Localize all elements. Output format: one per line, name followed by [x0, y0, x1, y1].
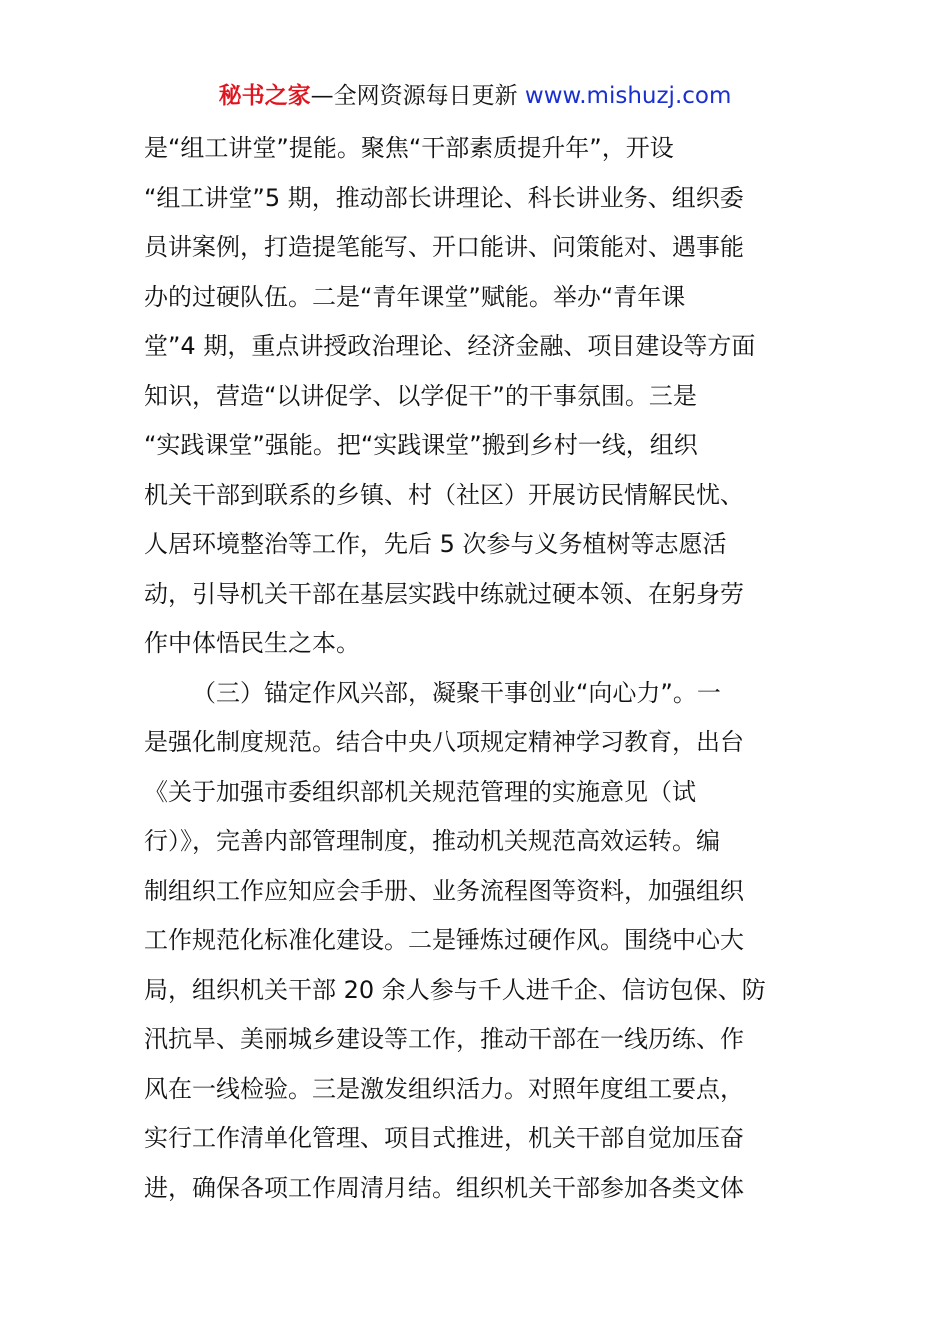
text-line: 堂”4 期，重点讲授政治理论、经济金融、项目建设等方面	[144, 332, 756, 360]
text-line: 是“组工讲堂”提能。聚焦“干部素质提升年”，开设	[144, 134, 674, 162]
text-line: 是强化制度规范。结合中央八项规定精神学习教育，出台	[144, 728, 744, 756]
text-line: 工作规范化标准化建设。二是锤炼过硬作风。围绕中心大	[144, 926, 744, 954]
site-brand: 秘书之家	[218, 83, 311, 109]
text-line: 进，确保各项工作周清月结。组织机关干部参加各类文体	[144, 1173, 744, 1202]
text-line: 知识，营造“以讲促学、以学促干”的干事氛围。三是	[144, 381, 697, 410]
site-url-link[interactable]: www.mishuzj.com	[524, 83, 732, 109]
text-line: 风在一线检验。三是激发组织活力。对照年度组工要点，	[144, 1074, 744, 1103]
text-line: 机关干部到联系的乡镇、村（社区）开展访民情解民忧、	[144, 480, 744, 509]
document-body	[144, 124, 824, 1213]
section-heading-line: （三）锚定作风兴部，凝聚干事创业“向心力”。一	[192, 678, 721, 707]
text-line: 《关于加强市委组织部机关规范管理的实施意见（试	[144, 777, 696, 806]
site-tagline: —全网资源每日更新	[310, 83, 518, 109]
text-line: “组工讲堂”5 期，推动部长讲理论、科长讲业务、组织委	[144, 183, 744, 212]
text-line: 制组织工作应知应会手册、业务流程图等资料，加强组织	[144, 876, 744, 905]
text-line: “实践课堂”强能。把“实践课堂”搬到乡村一线，组织	[144, 431, 698, 459]
text-line: 办的过硬队伍。二是“青年课堂”赋能。举办“青年课	[144, 282, 686, 311]
text-line: 行）》，完善内部管理制度，推动机关规范高效运转。编	[144, 827, 720, 855]
text-line: 局，组织机关干部 20 余人参与千人进千企、信访包保、防	[144, 975, 766, 1004]
text-line: 实行工作清单化管理、项目式推进，机关干部自觉加压奋	[144, 1124, 744, 1152]
site-header	[0, 80, 950, 112]
text-line: 人居环境整治等工作，先后 5 次参与义务植树等志愿活	[144, 530, 727, 558]
text-line: 员讲案例，打造提笔能写、开口能讲、问策能对、遇事能	[144, 233, 744, 261]
text-line: 汛抗旱、美丽城乡建设等工作，推动干部在一线历练、作	[144, 1025, 744, 1053]
text-line: 动，引导机关干部在基层实践中练就过硬本领、在躬身劳	[144, 579, 744, 608]
text-line: 作中体悟民生之本。	[144, 629, 360, 657]
